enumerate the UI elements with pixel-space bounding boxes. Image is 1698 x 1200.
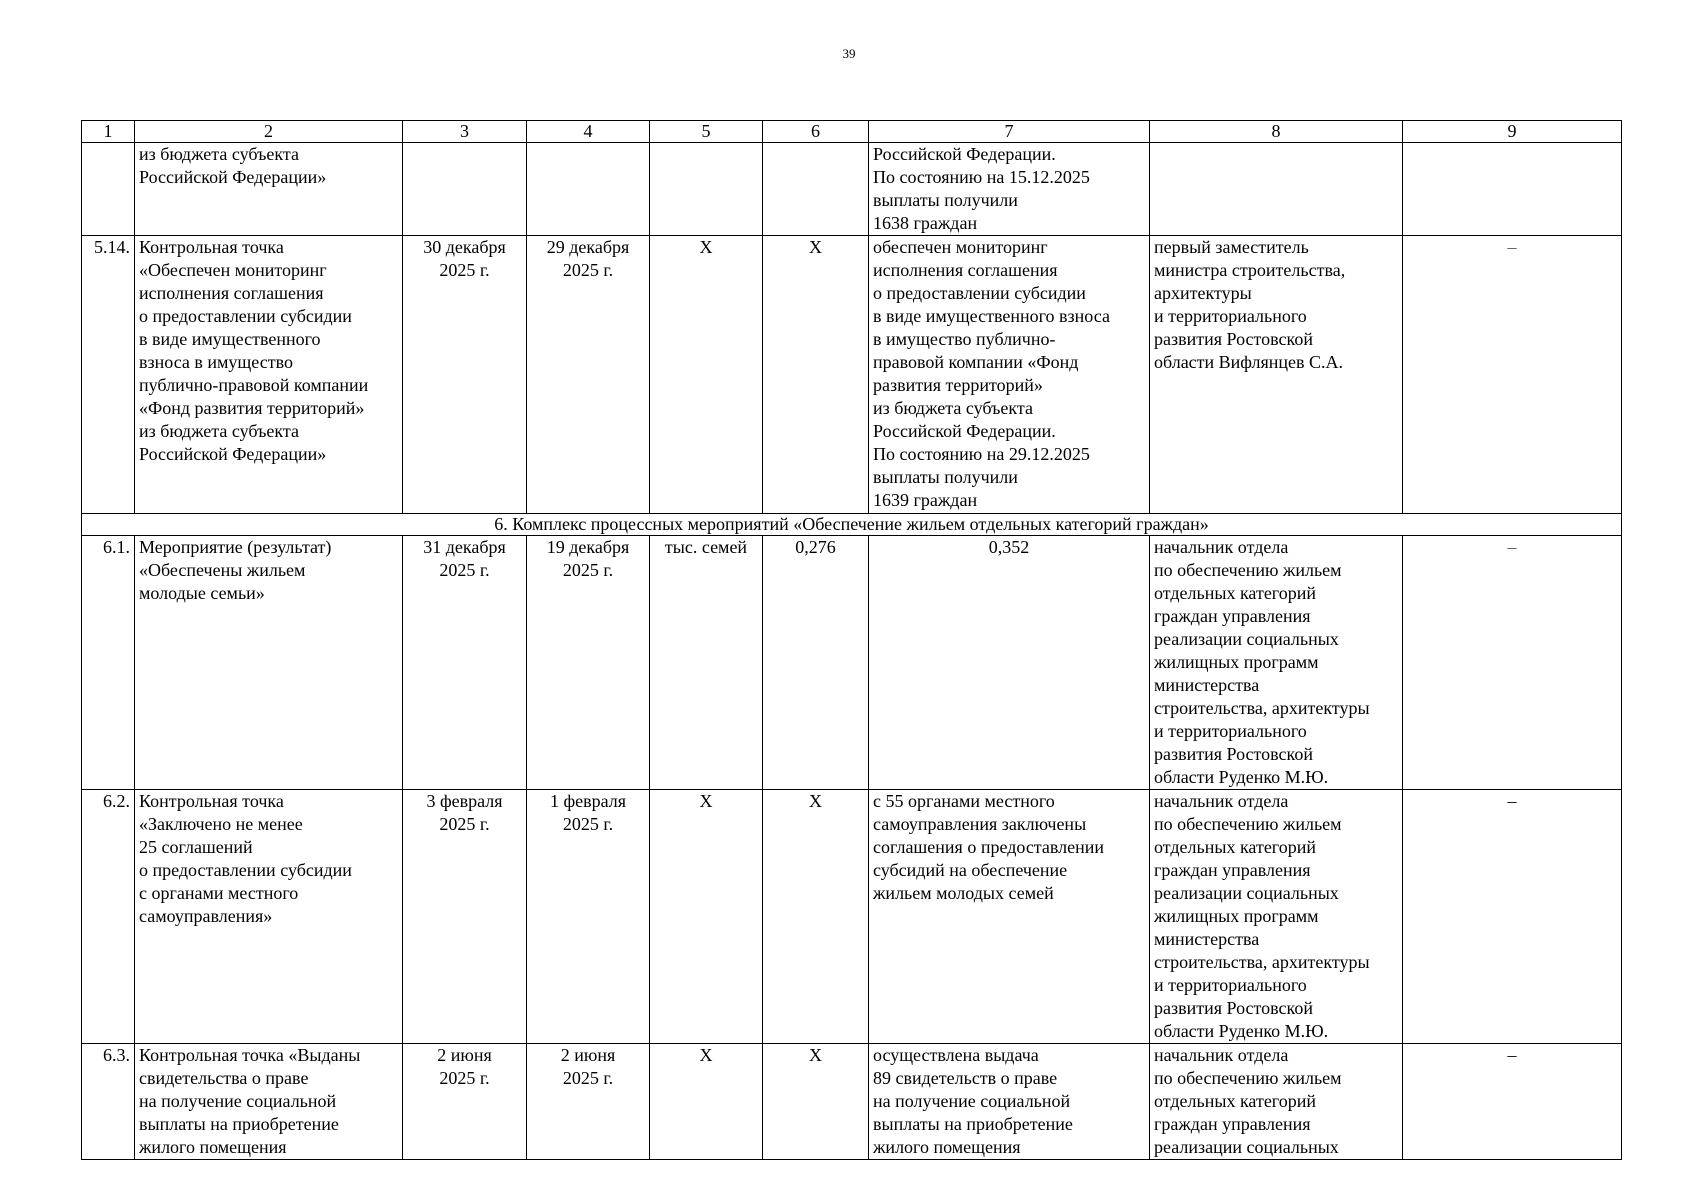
row-number: 5.14.: [82, 236, 135, 514]
header-row: [82, 121, 1622, 143]
column-header: 8: [1150, 121, 1403, 143]
row-name: Контрольная точка «Обеспечен мониторинг исполнения соглашения о предоставлении субсидии в виде имущественного взноса в имущество публично-правовой компании «Фонд развития территорий» из бюджета субъекта Российской Федерации»: [135, 236, 403, 514]
row-plan-value: [763, 143, 869, 236]
row-name: Мероприятие (результат) «Обеспечены жильем молодые семьи»: [135, 536, 403, 790]
row-plan-date: 2 июня 2025 г.: [403, 1044, 527, 1160]
row-plan-value: X: [763, 790, 869, 1044]
row-note: –: [1403, 1044, 1622, 1160]
page-number: 39: [842, 46, 856, 61]
column-header: 2: [135, 121, 403, 143]
table-row: [82, 536, 1622, 790]
row-note: –: [1403, 790, 1622, 1044]
section-title: 6. Комплекс процессных мероприятий «Обеспечение жильем отдельных категорий граждан»: [82, 514, 1622, 536]
table-row: [82, 1044, 1622, 1160]
column-header: 9: [1403, 121, 1622, 143]
table-row: [82, 143, 1622, 236]
row-result: Российской Федерации. По состоянию на 15.12.2025 выплаты получили 1638 граждан: [869, 143, 1150, 236]
row-plan-value: 0,276: [763, 536, 869, 790]
row-result: 0,352: [869, 536, 1150, 790]
row-fact-date: 1 февраля 2025 г.: [527, 790, 650, 1044]
row-name: Контрольная точка «Заключено не менее 25 соглашений о предоставлении субсидии с органами местного самоуправления»: [135, 790, 403, 1044]
row-number: 6.1.: [82, 536, 135, 790]
row-plan-date: 3 февраля 2025 г.: [403, 790, 527, 1044]
column-header: 3: [403, 121, 527, 143]
column-header: 5: [650, 121, 763, 143]
row-plan-date: 30 декабря 2025 г.: [403, 236, 527, 514]
row-note: [1403, 143, 1622, 236]
row-note: –: [1403, 536, 1622, 790]
column-header: 6: [763, 121, 869, 143]
row-responsible: начальник отдела по обеспечению жильем отдельных категорий граждан управления реализации социальных жилищных программ министерства строительства, архитектуры и территориального развития Ростовской области Руденко М.Ю.: [1150, 536, 1403, 790]
row-note: –: [1403, 236, 1622, 514]
row-number: [82, 143, 135, 236]
section-row: [82, 514, 1622, 536]
row-unit: [650, 143, 763, 236]
row-name: Контрольная точка «Выданы свидетельства о праве на получение социальной выплаты на приобретение жилого помещения: [135, 1044, 403, 1160]
row-fact-date: 29 декабря 2025 г.: [527, 236, 650, 514]
row-fact-date: 2 июня 2025 г.: [527, 1044, 650, 1160]
row-unit: X: [650, 1044, 763, 1160]
row-unit: X: [650, 236, 763, 514]
row-number: 6.2.: [82, 790, 135, 1044]
row-plan-date: [403, 143, 527, 236]
row-responsible: первый заместитель министра строительства, архитектуры и территориального развития Ростовской области Вифлянцев С.А.: [1150, 236, 1403, 514]
column-header: 4: [527, 121, 650, 143]
row-result: обеспечен мониторинг исполнения соглашения о предоставлении субсидии в виде имущественного взноса в имущество публично- правовой компании «Фонд развития территорий» из бюджета субъекта Российской Федерации. По состоянию на 29.12.2025 выплаты получили 1639 граждан: [869, 236, 1150, 514]
row-plan-value: X: [763, 1044, 869, 1160]
row-unit: тыс. семей: [650, 536, 763, 790]
row-responsible: [1150, 143, 1403, 236]
row-plan-value: X: [763, 236, 869, 514]
column-header: 1: [82, 121, 135, 143]
row-unit: X: [650, 790, 763, 1044]
table-row: [82, 790, 1622, 1044]
row-name: из бюджета субъекта Российской Федерации»: [135, 143, 403, 236]
row-fact-date: [527, 143, 650, 236]
report-table: [81, 120, 1622, 1160]
row-responsible: начальник отдела по обеспечению жильем отдельных категорий граждан управления реализации социальных жилищных программ министерства строительства, архитектуры и территориального развития Ростовской области Руденко М.Ю.: [1150, 790, 1403, 1044]
row-number: 6.3.: [82, 1044, 135, 1160]
row-result: с 55 органами местного самоуправления заключены соглашения о предоставлении субсидий на обеспечение жильем молодых семей: [869, 790, 1150, 1044]
row-plan-date: 31 декабря 2025 г.: [403, 536, 527, 790]
row-fact-date: 19 декабря 2025 г.: [527, 536, 650, 790]
table-row: [82, 236, 1622, 514]
column-header: 7: [869, 121, 1150, 143]
row-responsible: начальник отдела по обеспечению жильем отдельных категорий граждан управления реализации социальных: [1150, 1044, 1403, 1160]
row-result: осуществлена выдача 89 свидетельств о праве на получение социальной выплаты на приобретение жилого помещения: [869, 1044, 1150, 1160]
